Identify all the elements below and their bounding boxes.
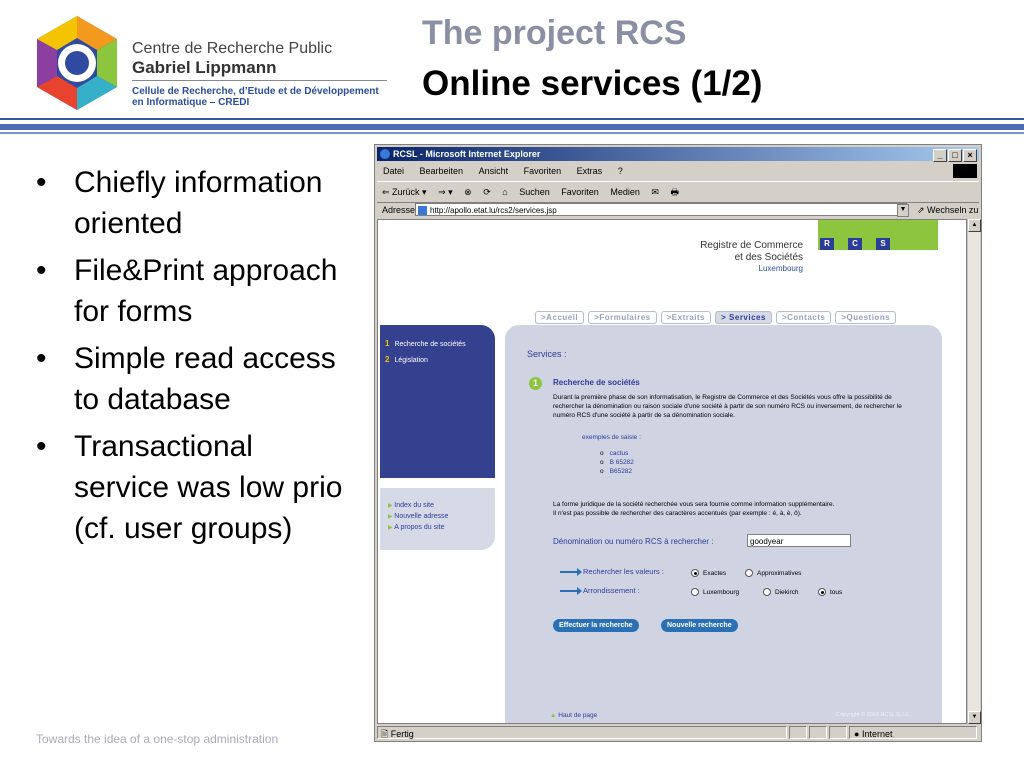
- back-to-top-link[interactable]: ▲ Haut de page: [550, 712, 597, 719]
- menu-datei[interactable]: Datei: [383, 166, 405, 176]
- go-label: Wechseln zu: [927, 205, 979, 215]
- rcs-letter-r: R: [820, 238, 834, 250]
- rcs-heading-line1: Registre de Commerce: [700, 240, 803, 251]
- match-mode-label: Rechercher les valeurs :: [583, 567, 664, 576]
- info-text-line1: La forme juridique de la société recherchée vous sera fournie comme information supplémentaire.: [553, 501, 835, 508]
- bullet-item: • Chiefly information oriented: [34, 162, 344, 244]
- tab-accueil[interactable]: >Accueil: [535, 311, 584, 324]
- link-index-du-site[interactable]: ▶ Index du site: [388, 502, 434, 509]
- address-bar: [377, 202, 979, 218]
- rcs-letter-c: C: [848, 238, 862, 250]
- bullet-item: • File&Print approach for forms: [34, 250, 344, 332]
- home-icon[interactable]: ⌂: [502, 187, 508, 197]
- org-subtitle: [132, 86, 379, 108]
- menu-bearbeiten[interactable]: Bearbeiten: [419, 166, 464, 176]
- menu-favoriten[interactable]: Favoriten: [523, 166, 562, 176]
- slide-title: The project RCS: [422, 14, 687, 52]
- slide-footer: Towards the idea of a one-stop administration: [36, 732, 279, 746]
- left-nav-num: 1: [385, 339, 390, 348]
- left-nav-label: Recherche de sociétés: [394, 341, 466, 348]
- scroll-down-arrow[interactable]: ▼: [968, 711, 981, 724]
- left-nav-panel: [380, 325, 495, 478]
- info-text: [553, 500, 923, 518]
- status-segment: [809, 726, 827, 739]
- section-description: Durant la première phase de son informatisation, le Registre de Commerce et des Sociétés vous offre la possibilité de rechercher la dénomination ou raison sociale d'une société à partir de son numéro RCS ou inversement, de rechercher le numéro RCS d'une société à partir de sa dénomination sociale.: [553, 394, 902, 419]
- address-dropdown-button[interactable]: ▼: [897, 204, 909, 217]
- link-a-propos[interactable]: ▶ A propos du site: [388, 524, 444, 531]
- tab-services[interactable]: > Services: [715, 311, 772, 324]
- status-segment: [829, 726, 847, 739]
- left-links-panel: [380, 488, 495, 550]
- radio-diekirch-label: Diekirch: [775, 589, 799, 596]
- refresh-icon[interactable]: ⟳: [483, 187, 491, 197]
- info-text-line2: Il n'est pas possible de rechercher des caractères accentués (par exemple : é, à, è, ô).: [553, 510, 802, 517]
- window-titlebar: [377, 147, 979, 161]
- link-nouvelle-adresse[interactable]: ▶ Nouvelle adresse: [388, 513, 448, 520]
- radio-luxembourg-label: Luxembourg: [703, 589, 740, 596]
- tab-questions[interactable]: >Questions: [835, 311, 896, 324]
- header-rule-thick: [0, 124, 1024, 130]
- scroll-up-arrow[interactable]: ▲: [968, 219, 981, 232]
- org-subtitle-line1: Cellule de Recherche, d’Etude et de Développement: [132, 86, 379, 97]
- address-input[interactable]: [415, 203, 907, 216]
- close-button[interactable]: ×: [963, 149, 977, 162]
- tab-formulaires[interactable]: >Formulaires: [588, 311, 656, 324]
- forward-button[interactable]: ⇒ ▾: [438, 187, 453, 197]
- status-bar: [377, 726, 979, 740]
- globe-icon: ●: [854, 729, 862, 739]
- tab-extraits[interactable]: >Extraits: [661, 311, 712, 324]
- security-zone: [849, 726, 977, 739]
- ie-icon: [380, 149, 390, 159]
- left-nav-item-recherche[interactable]: [385, 339, 466, 348]
- menu-help[interactable]: ?: [617, 166, 623, 176]
- window-controls: [932, 148, 977, 162]
- org-name-line2: Gabriel Lippmann: [132, 58, 277, 77]
- address-label: Adresse: [382, 205, 416, 215]
- status-message: [377, 726, 787, 739]
- menu-ansicht[interactable]: Ansicht: [478, 166, 509, 176]
- bullet-item: • Simple read access to database: [34, 338, 344, 420]
- section-title: Recherche de sociétés: [553, 378, 640, 387]
- mail-icon[interactable]: ✉: [651, 187, 659, 197]
- rcs-subheading: Luxembourg: [758, 264, 803, 273]
- page-viewport: [377, 219, 967, 724]
- tab-contacts[interactable]: >Contacts: [776, 311, 831, 324]
- examples-label: exemples de saisie :: [582, 434, 641, 441]
- org-name-line1: Centre de Recherche Public: [132, 40, 333, 57]
- example-item: o B65282: [600, 468, 633, 475]
- org-divider: [132, 80, 387, 81]
- radio-exactes-label: Exactes: [703, 570, 727, 577]
- bullet-item: • Transactional service was low prio (cf. user groups): [34, 426, 344, 549]
- services-label: Services :: [527, 349, 567, 359]
- left-nav-num: 2: [385, 355, 390, 364]
- arrow-icon: [560, 590, 578, 592]
- example-item: o cactus: [600, 450, 629, 457]
- window-title: RCSL - Microsoft Internet Explorer: [393, 149, 541, 159]
- search-label: Dénomination ou numéro RCS à rechercher :: [553, 537, 714, 546]
- zone-text: Internet: [861, 729, 893, 739]
- search-button[interactable]: Suchen: [519, 187, 550, 197]
- search-submit-button[interactable]: Effectuer la recherche: [553, 619, 639, 632]
- copyright-text: Copyright © 2003 RCSL G.I.E.: [836, 712, 911, 718]
- page-icon: [418, 206, 427, 215]
- search-input[interactable]: goodyear: [747, 534, 851, 547]
- print-icon[interactable]: 🖶: [670, 187, 679, 197]
- status-segment: [789, 726, 807, 739]
- services-panel: [505, 325, 942, 724]
- radio-luxembourg[interactable]: [691, 588, 699, 596]
- maximize-button[interactable]: □: [948, 149, 962, 162]
- back-button[interactable]: ⇐ Zurück ▾: [382, 187, 427, 197]
- status-text: Fertig: [390, 729, 414, 739]
- vertical-scrollbar[interactable]: [967, 219, 980, 724]
- radio-diekirch[interactable]: [763, 588, 771, 596]
- radio-approximatives-label: Approximatives: [757, 570, 802, 577]
- site-nav-tabs: [535, 311, 900, 324]
- address-value: http://apollo.etat.lu/rcs2/services.jsp: [430, 206, 557, 215]
- example-value: B65282: [609, 468, 633, 475]
- district-label: Arrondissement :: [583, 586, 640, 595]
- windows-logo-icon: [953, 164, 977, 178]
- left-nav-item-legislation[interactable]: [385, 355, 428, 364]
- rcs-heading: [678, 240, 803, 264]
- arrow-icon: [560, 571, 578, 573]
- radio-tous[interactable]: [818, 588, 826, 596]
- example-value: cactus: [609, 450, 629, 457]
- stop-icon[interactable]: ⊗: [464, 187, 472, 197]
- left-nav-label: Législation: [394, 357, 428, 364]
- minimize-button[interactable]: _: [933, 149, 947, 162]
- radio-approximatives[interactable]: [745, 569, 753, 577]
- browser-toolbar: [377, 181, 979, 203]
- browser-window: [374, 144, 982, 742]
- radio-tous-label: tous: [830, 589, 843, 596]
- menu-extras[interactable]: Extras: [576, 166, 603, 176]
- section-number-badge: 1: [529, 377, 542, 390]
- header-rule-bottom: [0, 132, 1024, 134]
- bullet-list: [34, 162, 344, 555]
- org-subtitle-line2: en Informatique – CREDI: [132, 97, 250, 108]
- media-button[interactable]: Medien: [610, 187, 640, 197]
- header-rule-top: [0, 118, 1024, 120]
- slide-subtitle: Online services (1/2): [422, 64, 763, 103]
- menu-bar: [377, 163, 979, 179]
- page-done-icon: 🖹: [381, 729, 391, 739]
- example-value: B 65282: [609, 459, 634, 466]
- new-search-button[interactable]: Nouvelle recherche: [661, 619, 738, 632]
- rcs-letter-s: S: [876, 238, 890, 250]
- go-button[interactable]: ⇗ Wechseln zu: [917, 205, 979, 215]
- example-item: o B 65282: [600, 459, 634, 466]
- rcs-heading-line2: et des Sociétés: [734, 252, 803, 263]
- radio-exactes[interactable]: [691, 569, 699, 577]
- favorites-button[interactable]: Favoriten: [561, 187, 599, 197]
- crp-gabriel-lippmann-logo: [32, 14, 122, 112]
